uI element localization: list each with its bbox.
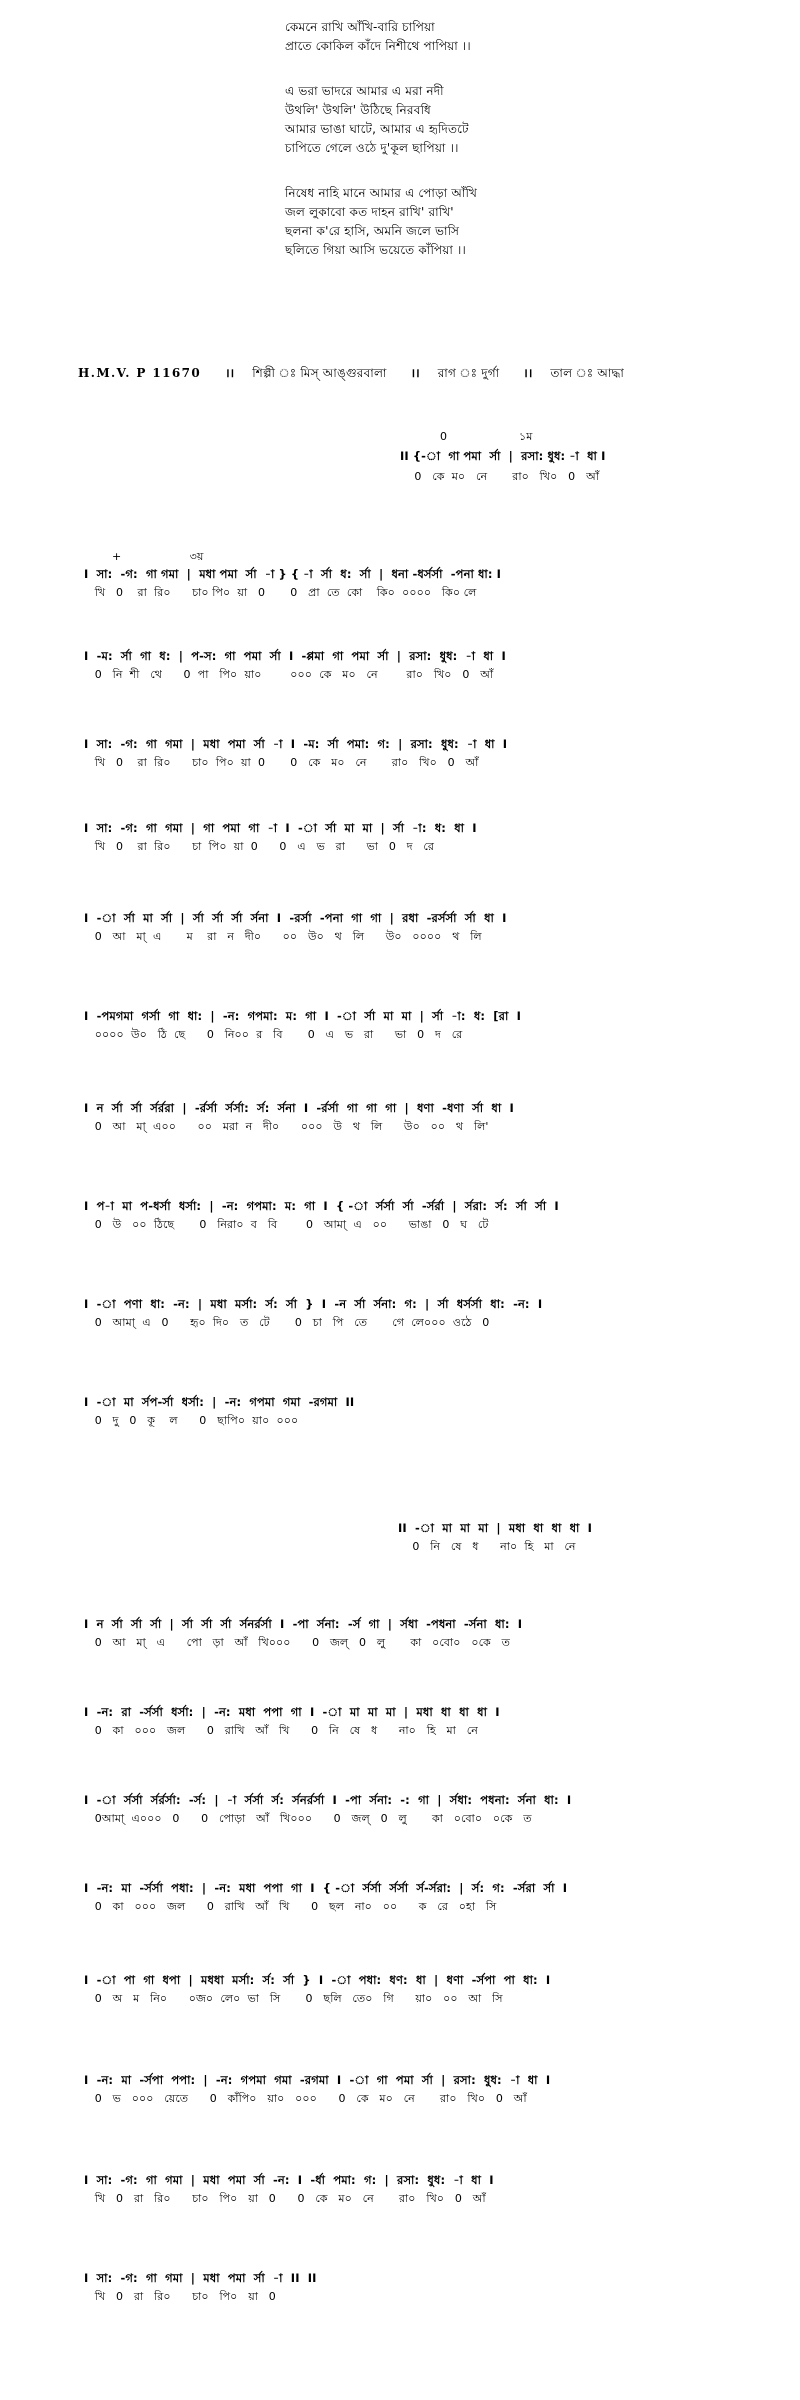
- lyrics-line: কেমনে রাখি আঁখি-বারি চাপিয়া: [285, 20, 435, 34]
- bol-line: 0 আ মা্ এ পো ড়া আঁ খি০০০ 0 জল্ 0 লু কা ০বো০ ০কে ত: [84, 1636, 510, 1649]
- lyrics-stanza-2: [285, 82, 665, 158]
- lyrics: [285, 18, 665, 286]
- lyrics-line: ছলনা ক'রে হাসি, অমনি জলে ভাসি: [285, 224, 460, 238]
- bol-line: 0 কে ম০ নে রা০ খি০ 0 আঁ: [400, 470, 599, 483]
- raag-name: রাগ ঃ দুর্গা: [437, 366, 500, 380]
- swar-line: I -ম: র্সা গা ধ: | প-স: গা পমা র্সা I -প্পমা গা পমা র্সা | রসা: ধুধ: -া ধা I: [84, 649, 506, 663]
- swar-line: II -া মা মা মা | মধা ধা ধা ধা I: [398, 1521, 593, 1535]
- bol-line: 0 আ মা্ এ ম রা ন দী০ ০০ উ০ থ লি উ০ ০০০০ থ লি: [84, 930, 482, 943]
- swar-line: I -ন: মা -র্সপা পপা: | -ন: গপমা গমা -রগমা I -া গা পমা র্সা | রসা: ধুধ: -া ধা I: [84, 2073, 551, 2087]
- swar-line: I -া র্সর্সা র্সর্রর্সা: -র্স: | -া র্সর্সা র্স: র্সনর্রর্সা I -পা র্সনা: -: গা | র্সধা: পধনা: র্সনা ধা: I: [84, 1793, 572, 1807]
- bol-line: খি 0 রা রি০ চা পি০ য়া 0 0 এ ভ রা ভা 0 দ রে: [84, 840, 435, 853]
- bol-line: 0 কা ০০০ জল 0 রাখি আঁ খি 0 নি ষে ধ না০ হি মা নে: [84, 1724, 478, 1737]
- bol-line: খি 0 রা রি০ চা০ পি০ য়া 0: [84, 2290, 276, 2303]
- bol-line: 0 দু 0 কূ ল 0 ছাপি০ য়া০ ০০০: [84, 1414, 299, 1427]
- record-info: [78, 364, 778, 385]
- lyrics-stanza-1: [285, 18, 665, 56]
- swar-line: I সা: -গ: গা গমা | মধা পমা র্সা -ন: I -র্ধা পমা: গ: | রসা: ধুধ: -া ধা I: [84, 2173, 494, 2187]
- taal-name: তাল ঃ আদ্ধা: [550, 366, 625, 380]
- lyrics-line: চাপিতে গেলে ওঠে দু'কূল ছাপিয়া ।।: [285, 141, 459, 155]
- lyrics-line: আমার ভাঙা ঘাটে, আমার এ হৃদিতটে: [285, 122, 469, 136]
- swar-line: I সা: -গ: গা গমা | গা পমা গা -া I -া র্সা মা মা | র্সা -া: ধ: ধা I: [84, 821, 477, 835]
- swar-line: I ন র্সা র্সা র্সর্ররা | -র্রর্সা র্সর্সা: র্স: র্সনা I -র্রর্সা গা গা গা | ধণা -ধণা র্সা ধা I: [84, 1101, 514, 1115]
- swar-line: I -পমগমা গর্সা গা ধা: | -ন: গপমা: ম: গা I -া র্সা মা মা | র্সা -া: ধ: [রা I: [84, 1009, 521, 1023]
- swar-line: I -া মা র্সপ-র্সা ধর্সা: | -ন: গপমা গমা -রগমা II: [84, 1395, 355, 1409]
- record-number: H.M.V. P 11670: [78, 366, 202, 380]
- lyrics-line: এ ভরা ভাদরে আমার এ মরা নদী: [285, 84, 444, 98]
- lyrics-line: নিষেধ নাহি মানে আমার এ পোড়া আঁখি: [285, 186, 478, 200]
- separator: ।।: [225, 366, 235, 380]
- separator: ।।: [523, 366, 533, 380]
- bol-line: 0 আ মা্ এ০০ ০০ মরা ন দী০ ০০০ উ থ লি উ০ ০০ থ লি': [84, 1120, 489, 1133]
- lyrics-line: ছলিতে গিয়া আসি ভয়েতে কাঁপিয়া ।।: [285, 243, 466, 257]
- bol-line: 0 ভ ০০০ য়েতে 0 কাঁপি০ য়া০ ০০০ 0 কে ম০ নে রা০ খি০ 0 আঁ: [84, 2092, 527, 2105]
- beat-marks: 0 ১ম: [440, 430, 533, 443]
- swar-line: I সা: -গ: গা গমা | মধা পমা র্সা -া I -ম: র্সা পমা: গ: | রসা: ধুধ: -া ধা I: [84, 737, 508, 751]
- bol-line: ০০০০ উ০ ঠি ছে 0 নি০০ র বি 0 এ ভ রা ভা 0 দ রে: [84, 1028, 463, 1041]
- bol-line: 0 কা ০০০ জল 0 রাখি আঁ খি 0 ছল না০ ০০ ক রে ০হা সি: [84, 1900, 497, 1913]
- swar-line: I সা: -গ: গা গমা | মধা পমা র্সা -া } { -া র্সা ধ: র্সা | ধনা -ধর্সর্সা -পনা ধা: I: [84, 567, 502, 581]
- bol-line: 0 অ ম নি০ ০জ০ লে০ ভা সি 0 ছলি তে০ গি য়া০ ০০ আ সি: [84, 1992, 503, 2005]
- artist-name: শিল্পী ঃ মিস্ আঙ্গুরবালা: [252, 366, 387, 380]
- lyrics-line: প্রাতে কোকিল কাঁদে নিশীথে পাপিয়া ।।: [285, 39, 471, 53]
- swar-line: I -া পা গা ধপা | মধধা মর্সা: র্স: র্সা } I -া পধা: ধণ: ধা | ধণা -র্সপা পা ধা: I: [84, 1973, 551, 1987]
- lyrics-line: উথলি' উথলি' উঠিছে নিরবধি: [285, 103, 431, 117]
- swar-line: I -া র্সা মা র্সা | র্সা র্সা র্সা র্সনা I -রর্সা -পনা গা গা | রধা -রর্সর্সা র্সা ধা I: [84, 911, 507, 925]
- swar-line: II {-া গা পমা র্সা | রসা: ধুধ: -া ধা I: [400, 449, 606, 463]
- swar-line: I প-া মা প-ধর্সা ধর্সা: | -ন: গপমা: ম: গা I { -া র্সর্সা র্সা -র্সর্রা | র্সরা: র্স: র্সা র্সা I: [84, 1199, 559, 1213]
- swar-line: I সা: -গ: গা গমা | মধা পমা র্সা -া II II: [84, 2271, 317, 2285]
- swar-line: I ন র্সা র্সা র্সা | র্সা র্সা র্সা র্সনর্রর্সা I -পা র্সনা: -র্স গা | র্সধা -পধনা -র্সনা ধা: I: [84, 1617, 523, 1631]
- bol-line: 0 আমা্ এ 0 হৃ০ দি০ ত টে 0 চা পি তে গে লে০০০ ওঠে 0: [84, 1316, 490, 1329]
- lyrics-stanza-3: [285, 184, 665, 260]
- lyrics-line: জল লুকাবো কত দাহন রাখি' রাখি': [285, 205, 454, 219]
- bol-line: খি 0 রা রি০ চা০ পি০ য়া 0 0 কে ম০ নে রা০ খি০ 0 আঁ: [84, 2192, 486, 2205]
- swar-line: I -ন: রা -র্সর্সা ধর্সা: | -ন: মধা পপা গা I -া মা মা মা | মধা ধা ধা ধা I: [84, 1705, 500, 1719]
- swar-line: I -ন: মা -র্সর্সা পধা: | -ন: মধা পপা গা I { -া র্সর্সা র্সর্সা র্স-র্সরা: | র্স: গ: -র্সরা র্সা I: [84, 1881, 568, 1895]
- bol-line: খি 0 রা রি০ চা০ পি০ য়া 0 0 প্রা তে কো কি০ ০০০০ কি০ লে: [84, 586, 477, 599]
- bol-line: 0আমা্ এ০০০ 0 0 পোড়া আঁ খি০০০ 0 জল্ 0 লু কা ০বো০ ০কে ত: [84, 1812, 532, 1825]
- separator: ।।: [410, 366, 420, 380]
- bol-line: খি 0 রা রি০ চা০ পি০ য়া 0 0 কে ম০ নে রা০ খি০ 0 আঁ: [84, 756, 479, 769]
- bol-line: 0 নি শী থে 0 পা পি০ য়া০ ০০০ কে ম০ নে রা০ খি০ 0 আঁ: [84, 668, 494, 681]
- bol-line: 0 উ ০০ ঠিছে 0 নিরা০ ব বি 0 আমা্ এ ০০ ভাঙা 0 ঘ টে: [84, 1218, 489, 1231]
- bol-line: 0 নি ষে ধ না০ হি মা নে: [398, 1540, 576, 1553]
- swar-line: I -া পণা ধা: -ন: | মধা মর্সা: র্স: র্সা } I -ন র্সা র্সনা: গ: | র্সা ধর্সর্সা ধা: -ন: I: [84, 1297, 543, 1311]
- beat-marks: + ৩য়: [112, 550, 204, 563]
